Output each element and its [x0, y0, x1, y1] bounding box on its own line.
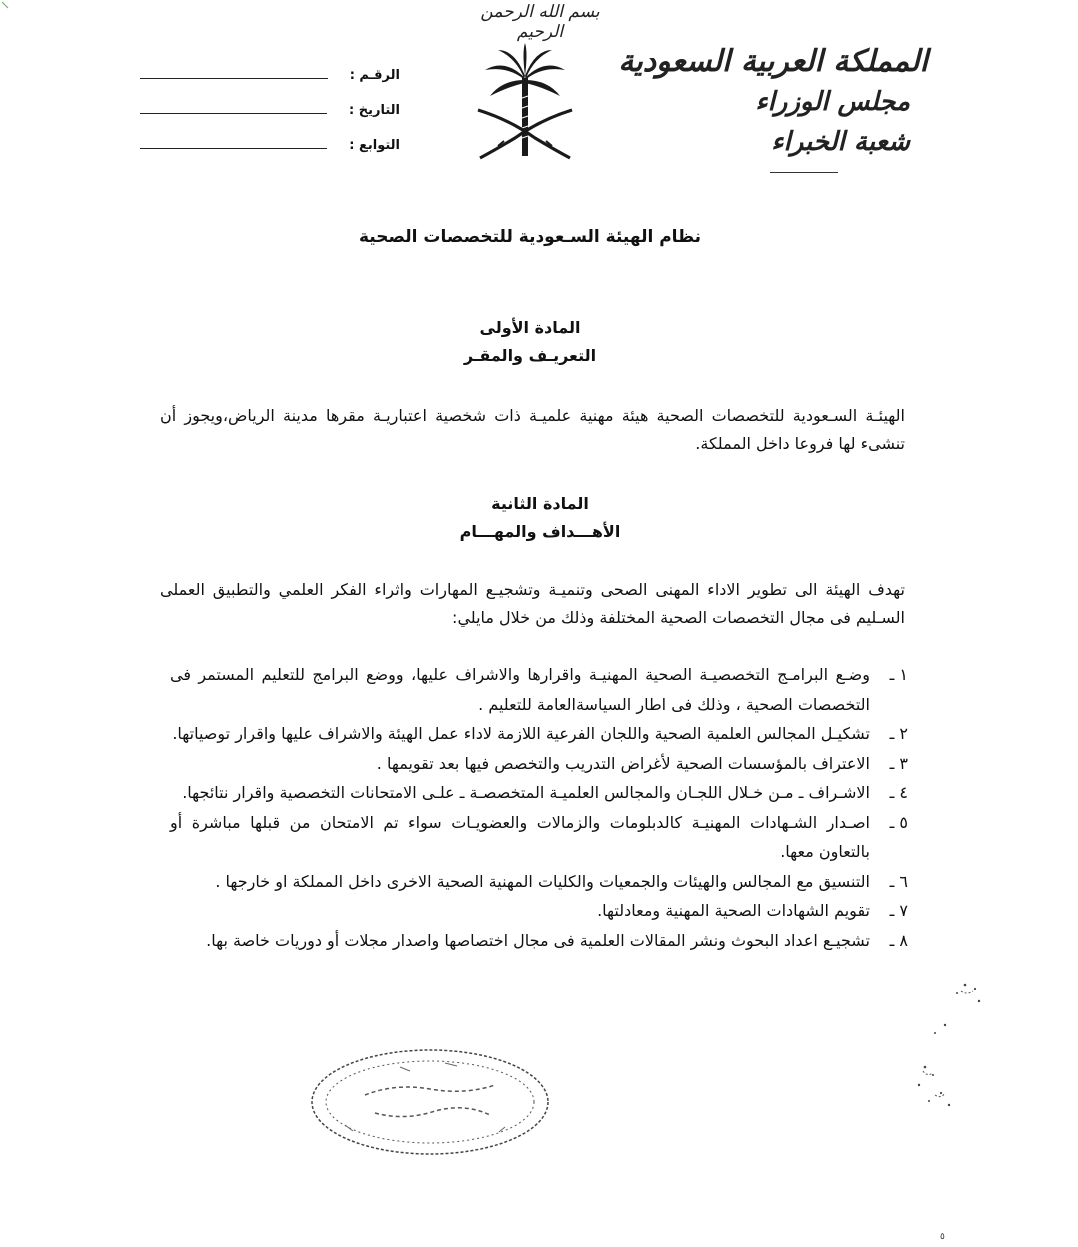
list-item — [170, 926, 908, 956]
article-2-intro: تهدف الهيئة الى تطوير الاداء المهنى الصحى وتنميـة وتشجيـع المهارات واثراء الفكر العلمي والتطبيق العملى السـليم فى مجال التخصصات الصحية المختلفة وذلك من خلال مايلي: — [160, 580, 905, 627]
item-number: ٢ ـ — [889, 724, 908, 743]
saudi-emblem-icon — [470, 38, 580, 163]
list-item — [170, 749, 908, 779]
item-number: ١ ـ — [889, 665, 908, 684]
article-1-heading: التعريـف والمقـر — [463, 346, 597, 365]
ref-field-date — [140, 97, 400, 123]
margin-annotation-icon — [905, 975, 985, 1115]
item-text: الاعتراف بالمؤسسات الصحية لأغراض التدريب والتخصص فيها بعد تقويمها . — [376, 753, 870, 773]
item-text: تقويم الشهادات الصحية المهنية ومعادلتها. — [597, 901, 870, 920]
item-number: ٦ ـ — [889, 871, 908, 891]
item-text: تشكيـل المجالس العلمية الصحية واللجان الفرعية اللازمة لاداء عمل الهيئة والاشراف عليها واقرار توصياتها. — [172, 724, 870, 743]
list-item — [170, 719, 908, 749]
article-2-items — [170, 660, 908, 955]
header-divider — [770, 172, 838, 173]
article-1-number: المادة الأولى — [479, 318, 581, 337]
article-1-body: الهيئـة السـعودية للتخصصات الصحية هيئة مهنية علميـة ذات شخصية اعتباريـة مقرها مدينة الرياض،ويجوز أن تنشىء لها فروعا داخل المملكة. — [160, 406, 905, 453]
item-number: ٥ ـ — [889, 812, 908, 832]
article-2-heading: الأهـــداف والمهـــام — [459, 522, 621, 541]
org-line-division: شعبة الخبراء — [771, 127, 910, 157]
article-2-number: المادة الثانية — [491, 494, 589, 513]
corner-tick-icon — [0, 0, 14, 14]
item-text: الاشـراف ـ مـن خـلال اللجـان والمجالس العلميـة المتخصصـة ـ علـى الامتحانات التخصصية واقرار نتائجها. — [182, 783, 870, 802]
page-number: ٥ — [940, 1232, 945, 1242]
item-number: ٨ ـ — [889, 930, 908, 950]
ref-field-number — [140, 62, 400, 88]
item-number: ٣ ـ — [889, 753, 908, 773]
official-stamp-icon — [305, 1045, 555, 1160]
item-text: تشجيـع اعداد البحوث ونشر المقالات العلمية فى مجال اختصاصها واصدار مجلات أو دوريات خاصة بها. — [206, 930, 870, 950]
list-item — [170, 867, 908, 897]
list-item — [170, 778, 908, 808]
item-text: التنسيق مع المجالس والهيئات والجمعيات والكليات المهنية الصحية الاخرى داخل المملكة او خارجها . — [215, 871, 870, 891]
letterhead-org — [618, 42, 928, 162]
ref-label-number: الرقـم : — [349, 67, 400, 83]
list-item — [170, 808, 908, 867]
ref-line-date — [140, 113, 327, 114]
list-item — [170, 896, 908, 926]
document-title: نظام الهيئة السـعودية للتخصصات الصحية — [358, 227, 702, 247]
ref-field-attachments — [140, 132, 400, 158]
basmala: بسم الله الرحمن الرحيم — [480, 2, 600, 42]
ref-label-date: التاريخ : — [349, 102, 400, 118]
item-number: ٧ ـ — [889, 901, 908, 920]
org-line-council: مجلس الوزراء — [755, 87, 910, 117]
item-text: اصـدار الشـهادات المهنيـة كالدبلومات والزمالات والعضويـات سواء تم الامتحان من قبلها مباشرة أو بالتعاون معها. — [170, 812, 870, 861]
item-text: وضـع البرامـج التخصصيـة الصحية المهنيـة واقرارها والاشراف عليها، ووضع البرامج للتعليم المستمر فى التخصصات الصحية ، وذلك فى اطار السياسةالعامة للتعليم . — [170, 665, 870, 714]
ref-line-number — [140, 78, 328, 79]
org-line-kingdom: المملكة العربية السعودية — [618, 44, 928, 79]
list-item — [170, 660, 908, 719]
item-number: ٤ ـ — [889, 783, 908, 802]
ref-line-attachments — [140, 148, 327, 149]
ref-label-attachments: التوابع : — [349, 137, 400, 153]
